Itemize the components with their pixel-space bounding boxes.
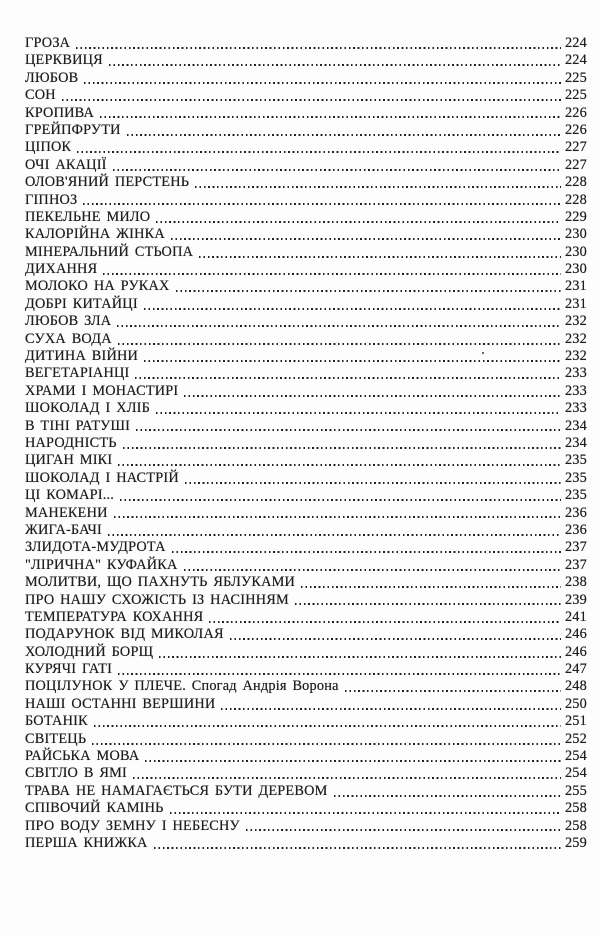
toc-entry: [25, 557, 587, 574]
toc-entry: [25, 835, 587, 852]
dot-leader: [76, 47, 561, 49]
dot-leader: [114, 516, 561, 518]
toc-entry-page-number: 225: [564, 87, 587, 104]
toc-entry: [25, 505, 587, 522]
toc-entry-page-number: 237: [564, 539, 587, 556]
toc-entry-title: КУРЯЧІ ГАТІ: [25, 661, 113, 678]
toc-entry-title: ЖИГА-БАЧІ: [25, 521, 102, 538]
toc-entry: [25, 713, 587, 730]
toc-entry-title: ЦИГАН МІКІ: [25, 452, 113, 469]
toc-entry-page-number: 232: [564, 348, 587, 365]
toc-entry: [25, 470, 587, 487]
toc-entry-page-number: 235: [564, 487, 587, 504]
dot-leader: [144, 308, 561, 310]
dot-leader: [184, 569, 561, 571]
toc-entry-page-number: 235: [564, 469, 587, 486]
toc-entry-title: СВІТЕЦЬ: [25, 730, 87, 747]
toc-entry-page-number: 226: [564, 104, 587, 121]
toc-entry-page-number: 224: [564, 35, 587, 51]
toc-entry-title: ЗЛИДОТА-МУДРОТА: [25, 539, 166, 556]
toc-entry: [25, 313, 587, 330]
dot-leader: [92, 743, 561, 745]
toc-entry-page-number: 232: [564, 330, 587, 347]
toc-entry: [25, 400, 587, 417]
toc-entry: [25, 105, 587, 122]
toc-entry-title: РАЙСЬКА МОВА: [25, 748, 140, 765]
toc-entry-title: КАЛОРІЙНА ЖІНКА: [25, 226, 165, 243]
toc-entry-title: ТЕМПЕРАТУРА КОХАННЯ: [25, 608, 204, 625]
toc-entry-page-number: 228: [564, 191, 587, 208]
toc-entry-page-number: 234: [564, 417, 587, 434]
toc-entry-title: КРОПИВА: [25, 104, 94, 121]
toc-entry-title: ПЕКЕЛЬНЕ МИЛО: [25, 208, 151, 225]
toc-entry-page-number: 226: [564, 121, 587, 138]
toc-entry-title: ЦІПОК: [25, 139, 72, 156]
toc-entry: [25, 800, 587, 817]
toc-entry-page-number: 232: [564, 313, 587, 330]
toc-entry: [25, 244, 587, 261]
toc-entry-page-number: 254: [564, 748, 587, 765]
toc-entry: [25, 522, 587, 539]
toc-entry-title: ЦЕРКВИЦЯ: [25, 52, 103, 69]
toc-entry: [25, 226, 587, 243]
dot-leader: [156, 221, 561, 223]
toc-entry-title: МОЛИТВИ, ЩО ПАХНУТЬ ЯБЛУКАМИ: [25, 574, 296, 591]
toc-entry-title: ДОБРІ КИТАЙЦІ: [25, 295, 138, 312]
toc-entry: [25, 209, 587, 226]
dot-leader: [133, 777, 561, 779]
toc-entry: [25, 278, 587, 295]
dot-leader: [171, 238, 561, 240]
toc-entry: [25, 783, 587, 800]
toc-entry-page-number: 233: [564, 382, 587, 399]
toc-entry-page-number: 246: [564, 626, 587, 643]
toc-entry: [25, 644, 587, 661]
dot-leader: [118, 673, 561, 675]
toc-entry-title: СВІТЛО В ЯМІ: [25, 765, 127, 782]
toc-entry: [25, 696, 587, 713]
toc-entry-page-number: 224: [564, 52, 587, 69]
toc-entry: [25, 174, 587, 191]
toc-entry: [25, 52, 587, 69]
toc-entry-title: СОН: [25, 87, 56, 104]
dot-leader: [77, 151, 561, 153]
toc-entry: [25, 192, 587, 209]
toc-entry: [25, 539, 587, 556]
toc-entry-title: ХРАМИ І МОНАСТИРІ: [25, 382, 179, 399]
toc-entry-page-number: 248: [564, 678, 587, 695]
toc-entry-title: ОЧІ АКАЦІЇ: [25, 156, 107, 173]
toc-entry: [25, 592, 587, 609]
toc-entry-page-number: 255: [564, 782, 587, 799]
toc-entry-title: ТРАВА НЕ НАМАГАЄТЬСЯ БУТИ ДЕРЕВОМ: [25, 782, 328, 799]
toc-entry-title: ДИХАННЯ: [25, 261, 98, 278]
toc-entry-page-number: 233: [564, 365, 587, 382]
toc-entry-title: ХОЛОДНИЙ БОРЩ: [25, 643, 154, 660]
toc-entry-title: В ТІНІ РАТУШІ: [25, 417, 131, 434]
dot-leader: [94, 725, 561, 727]
toc-entry-page-number: 228: [564, 174, 587, 191]
toc-entry-page-number: 235: [564, 452, 587, 469]
dot-leader: [301, 586, 561, 588]
toc-entry: [25, 87, 587, 104]
toc-entry: [25, 818, 587, 835]
toc-entry-page-number: 236: [564, 521, 587, 538]
toc-entry: [25, 35, 587, 52]
toc-entry-page-number: 259: [564, 834, 587, 851]
dot-leader: [295, 603, 561, 605]
dot-leader: [62, 99, 561, 101]
dot-leader: [108, 534, 561, 536]
toc-entry: [25, 626, 587, 643]
toc-entry: [25, 452, 587, 469]
toc-entry-title: ПРО ВОДУ ЗЕМНУ І НЕБЕСНУ: [25, 817, 240, 834]
toc-entry-page-number: 252: [564, 730, 587, 747]
dot-leader: [345, 690, 561, 692]
dot-leader: [246, 829, 561, 831]
dot-leader: [221, 708, 561, 710]
toc-entry-page-number: 230: [564, 243, 587, 260]
toc-entry-title: МАНЕКЕНИ: [25, 504, 108, 521]
dot-leader: [127, 134, 561, 136]
toc-entry-page-number: 225: [564, 69, 587, 86]
toc-entry: [25, 661, 587, 678]
toc-entry-page-number: 231: [564, 295, 587, 312]
toc-entry-page-number: 247: [564, 661, 587, 678]
toc-entry: [25, 609, 587, 626]
dot-leader: [103, 273, 561, 275]
toc-entry-title: ДИТИНА ВІЙНИ: [25, 348, 139, 365]
dot-leader: [117, 325, 561, 327]
toc-entry-page-number: 258: [564, 817, 587, 834]
toc-entry-page-number: 236: [564, 504, 587, 521]
toc-entry: [25, 365, 587, 382]
toc-entry-title: ЛЮБОВ ЗЛА: [25, 313, 112, 330]
toc-entry-page-number: 254: [564, 765, 587, 782]
toc-entry: [25, 331, 587, 348]
dot-leader: [113, 169, 561, 171]
toc-entry: [25, 383, 587, 400]
dot-leader: [135, 377, 560, 379]
toc-entry-page-number: 258: [564, 800, 587, 817]
toc-entry: [25, 139, 587, 156]
toc-entry-title: ПОЦІЛУНОК У ПЛЕЧЕ. Спогад Андрія Ворона: [25, 678, 339, 695]
scan-artifact-dot: [482, 352, 484, 354]
toc-entry-title: "ЛІРИЧНА" КУФАЙКА: [25, 556, 178, 573]
dot-leader: [136, 429, 561, 431]
dot-leader: [84, 82, 561, 84]
toc-entry-page-number: 250: [564, 695, 587, 712]
toc-entry-page-number: 241: [564, 608, 587, 625]
dot-leader: [83, 203, 561, 205]
toc-entry: [25, 261, 587, 278]
dot-leader: [154, 847, 561, 849]
toc-entry-title: ЛЮБОВ: [25, 69, 79, 86]
toc-entry-page-number: 231: [564, 278, 587, 295]
toc-entry-title: ШОКОЛАД І ХЛІБ: [25, 400, 151, 417]
dot-leader: [209, 621, 561, 623]
dot-leader: [118, 343, 561, 345]
toc-entry: [25, 731, 587, 748]
toc-entry: [25, 574, 587, 591]
toc-entry: [25, 348, 587, 365]
dot-leader: [176, 290, 561, 292]
toc-entry-title: ГРЕЙПФРУТИ: [25, 121, 121, 138]
dot-leader: [144, 360, 561, 362]
dot-leader: [159, 656, 561, 658]
dot-leader: [109, 64, 561, 66]
toc-entry: [25, 765, 587, 782]
toc-entry-page-number: 239: [564, 591, 587, 608]
toc-entry-page-number: 251: [564, 713, 587, 730]
toc-entry-page-number: 230: [564, 226, 587, 243]
toc-entry-title: ПОДАРУНОК ВІД МИКОЛАЯ: [25, 626, 224, 643]
dot-leader: [120, 499, 561, 501]
toc-entry-page-number: 230: [564, 261, 587, 278]
toc-entry: [25, 296, 587, 313]
toc-entry: [25, 157, 587, 174]
toc-entry-title: МІНЕРАЛЬНИЙ СТЬОПА: [25, 243, 194, 260]
toc-entry-title: ШОКОЛАД І НАСТРІЙ: [25, 469, 179, 486]
toc-entry-page-number: 229: [564, 208, 587, 225]
dot-leader: [100, 116, 561, 118]
dot-leader: [334, 795, 561, 797]
toc-entry: [25, 487, 587, 504]
toc-entry-title: МОЛОКО НА РУКАХ: [25, 278, 170, 295]
toc-entry-title: НАРОДНІСТЬ: [25, 434, 117, 451]
toc-entry: [25, 418, 587, 435]
toc-entry: [25, 122, 587, 139]
toc-entry-page-number: 233: [564, 400, 587, 417]
toc-entry-page-number: 237: [564, 556, 587, 573]
toc-entry-page-number: 238: [564, 574, 587, 591]
toc-entry-title: ОЛОВ'ЯНИЙ ПЕРСТЕНЬ: [25, 174, 190, 191]
toc-entry-page-number: 227: [564, 156, 587, 173]
dot-leader: [230, 638, 561, 640]
dot-leader: [199, 256, 561, 258]
dot-leader: [145, 760, 561, 762]
toc-entry-title: БОТАНІК: [25, 713, 88, 730]
toc-entry: [25, 678, 587, 695]
toc-entry-title: ПРО НАШУ СХОЖІСТЬ ІЗ НАСІННЯМ: [25, 591, 289, 608]
toc-entry: [25, 435, 587, 452]
toc-entry-title: НАШІ ОСТАННІ ВЕРШИНИ: [25, 695, 216, 712]
toc-entry-page-number: 234: [564, 434, 587, 451]
toc-entry: [25, 748, 587, 765]
dot-leader: [184, 395, 561, 397]
toc-entry-title: ГРОЗА: [25, 35, 71, 51]
toc-entry-title: ВЕГЕТАРІАНЦІ: [25, 365, 130, 382]
dot-leader: [172, 551, 561, 553]
toc-entry-page-number: 246: [564, 643, 587, 660]
dot-leader: [123, 447, 561, 449]
toc-entry-page-number: 227: [564, 139, 587, 156]
table-of-contents: [25, 35, 587, 852]
dot-leader: [185, 482, 561, 484]
toc-entry-title: ПЕРША КНИЖКА: [25, 834, 148, 851]
toc-entry-title: СУХА ВОДА: [25, 330, 112, 347]
dot-leader: [195, 186, 561, 188]
dot-leader: [156, 412, 561, 414]
toc-entry-title: СПІВОЧИЙ КАМІНЬ: [25, 800, 164, 817]
toc-entry-title: ЦІ КОМАРІ...: [25, 487, 115, 504]
toc-entry-title: ГІПНОЗ: [25, 191, 78, 208]
dot-leader: [118, 464, 561, 466]
dot-leader: [170, 812, 561, 814]
toc-entry: [25, 70, 587, 87]
